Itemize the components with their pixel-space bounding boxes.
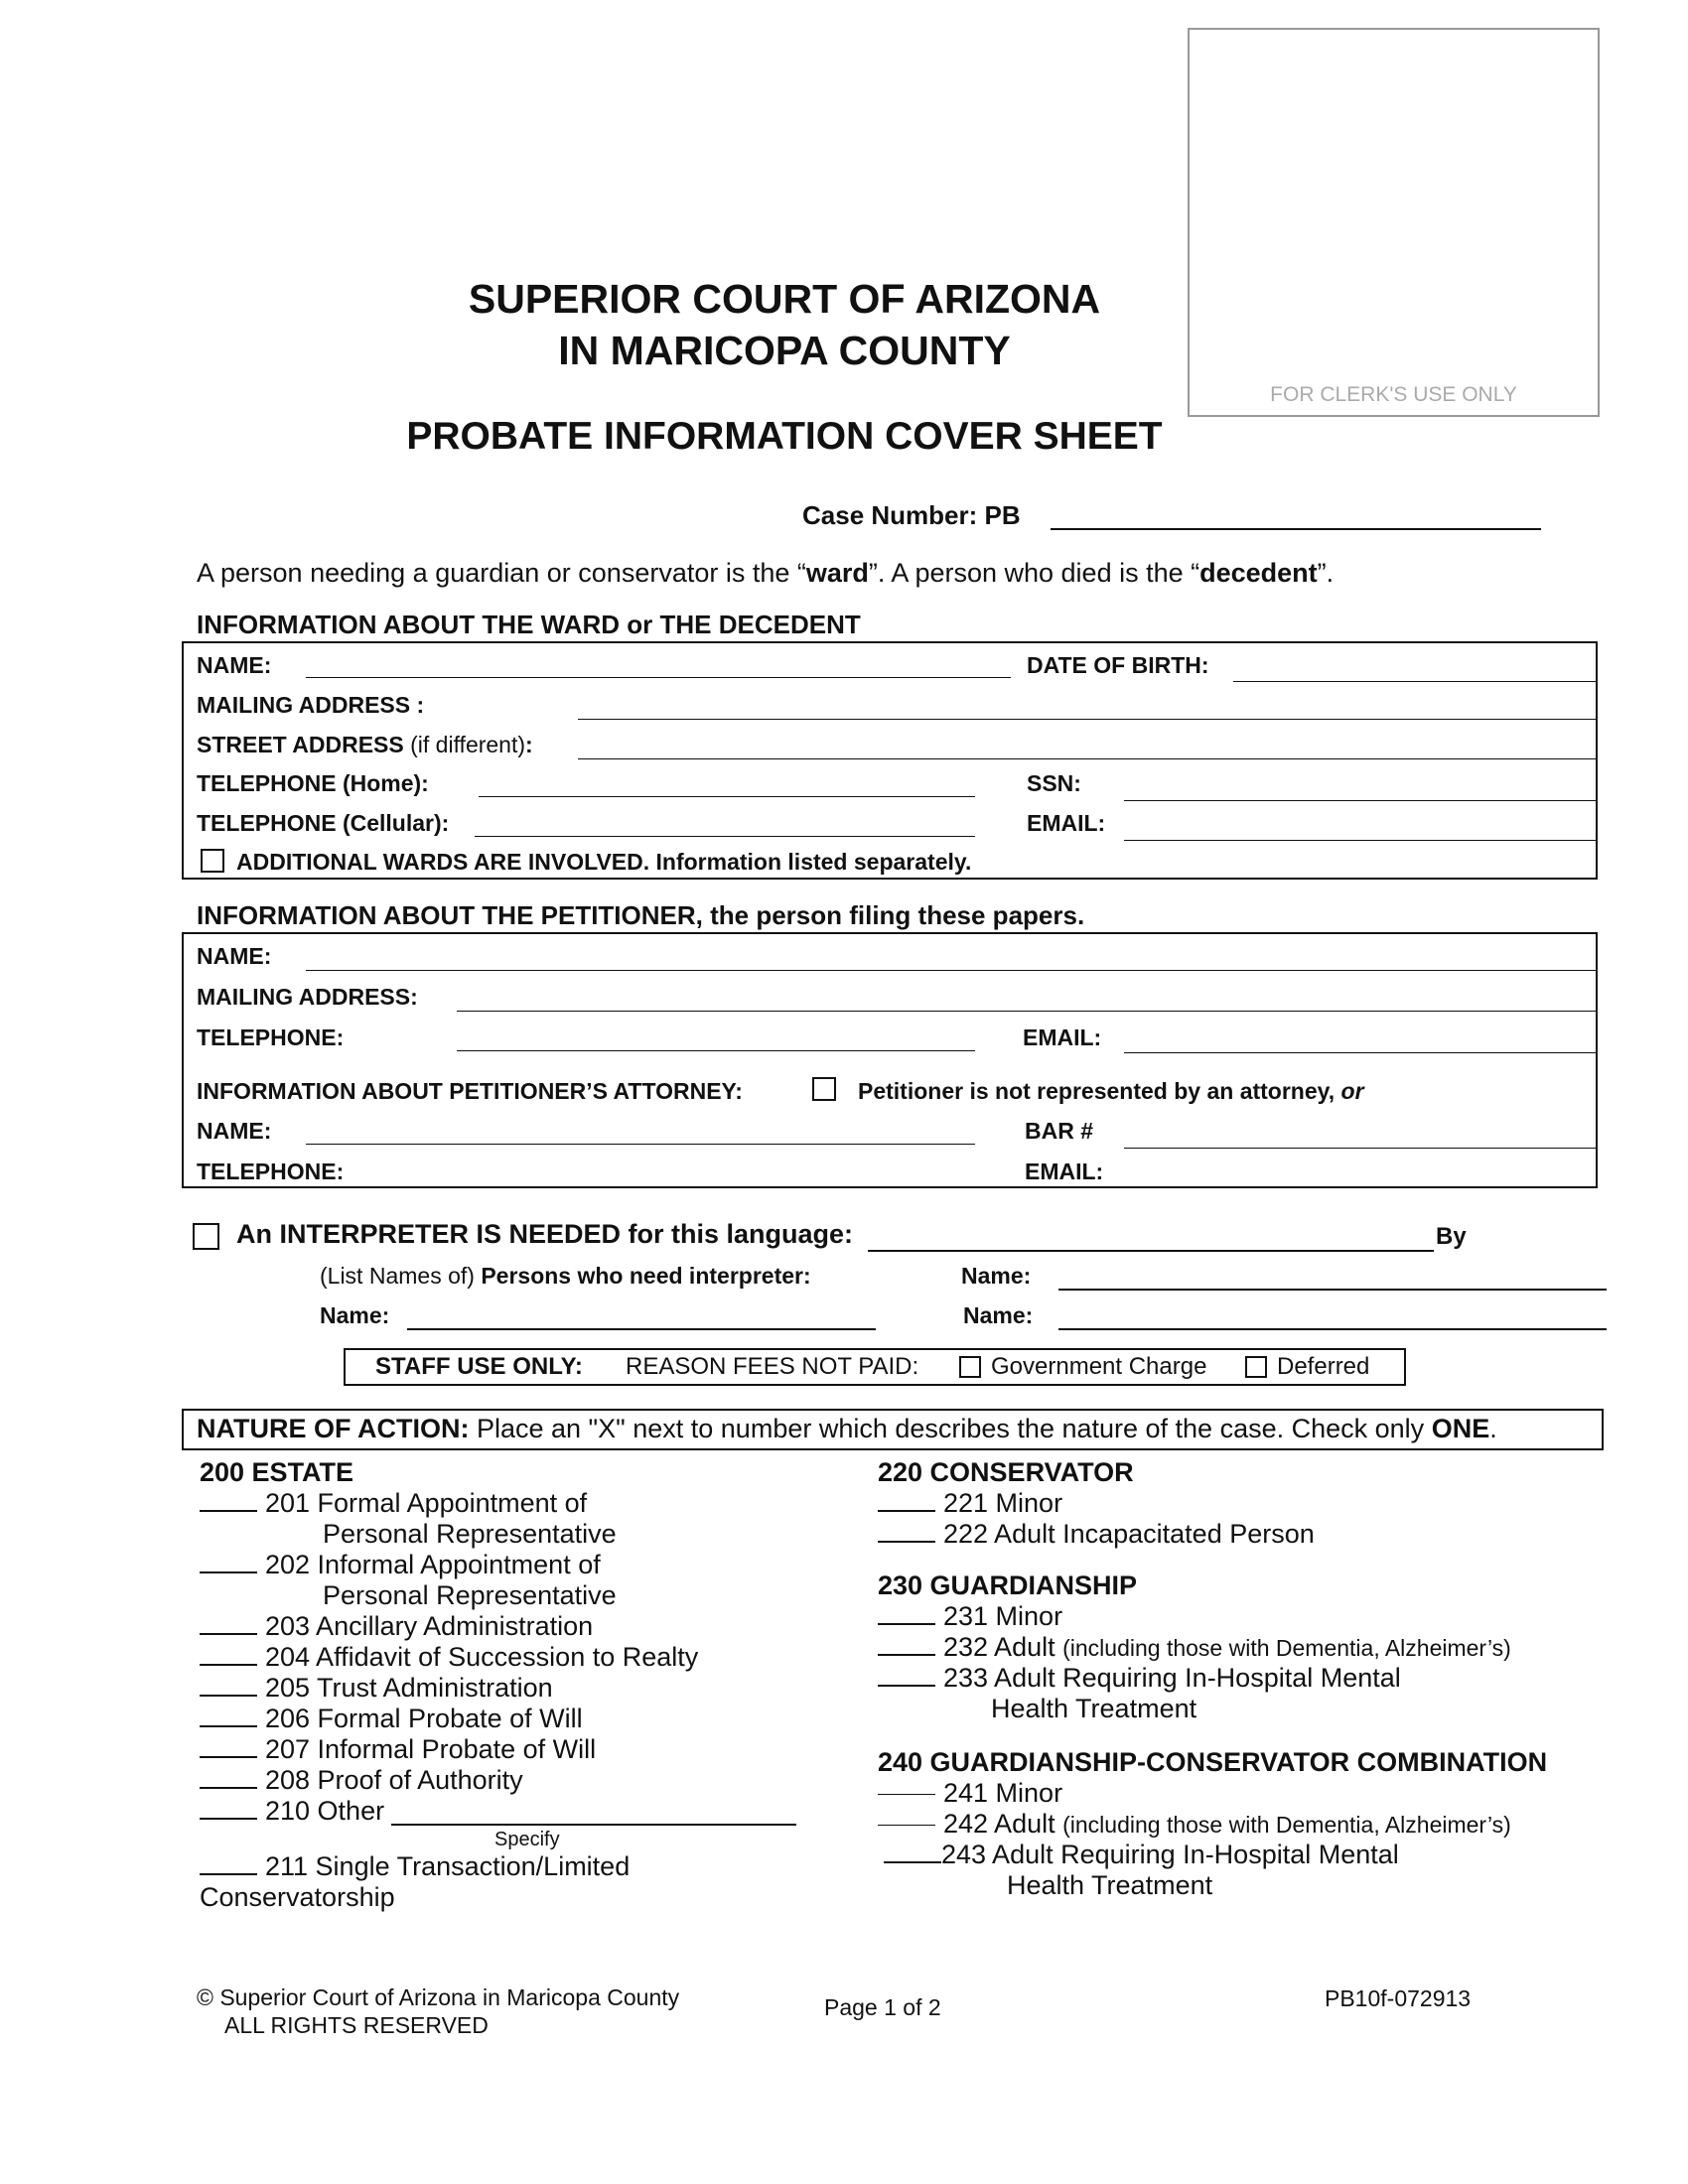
- staff-use-label: STAFF USE ONLY:: [375, 1353, 583, 1380]
- conservator-heading: 220 CONSERVATOR: [878, 1457, 1134, 1487]
- guardianship-heading: 230 GUARDIANSHIP: [878, 1570, 1138, 1600]
- case-number-label: Case Number: PB: [802, 500, 1021, 530]
- option-233[interactable]: 233 Adult Requiring In-Hospital Mental: [878, 1663, 1401, 1694]
- option-211-cont: Conservatorship: [200, 1882, 395, 1912]
- attorney-bar-label: BAR #: [1025, 1118, 1094, 1144]
- ward-street-label: STREET ADDRESS (if different):: [197, 732, 533, 757]
- clerk-use-label: FOR CLERK'S USE ONLY: [1270, 383, 1517, 406]
- interpreter-label: An INTERPRETER IS NEEDED for this language:: [236, 1219, 854, 1249]
- petitioner-mailing-label: MAILING ADDRESS:: [197, 984, 418, 1010]
- option-210[interactable]: 210 Other: [200, 1796, 384, 1827]
- interpreter-person-name-label-1: Name:: [961, 1263, 1032, 1289]
- option-222[interactable]: 222 Adult Incapacitated Person: [878, 1519, 1315, 1550]
- option-208[interactable]: 208 Proof of Authority: [200, 1765, 523, 1796]
- ward-name-label: NAME:: [197, 652, 272, 678]
- option-232[interactable]: 232 Adult (including those with Dementia, Alzheimer’s): [878, 1632, 1511, 1663]
- ward-name-field[interactable]: [306, 677, 1011, 678]
- not-represented-checkbox[interactable]: [812, 1077, 836, 1101]
- attorney-name-field[interactable]: [306, 1144, 975, 1145]
- option-233-cont: Health Treatment: [991, 1694, 1197, 1723]
- ward-tel-home-label: TELEPHONE (Home):: [197, 770, 429, 796]
- additional-wards-checkbox[interactable]: [201, 849, 224, 873]
- interpreter-persons-label: (List Names of) Persons who need interpreter:: [320, 1263, 811, 1289]
- option-211[interactable]: 211 Single Transaction/Limited: [200, 1851, 630, 1882]
- interpreter-person-name-label-2: Name:: [320, 1302, 390, 1328]
- option-242[interactable]: 242 Adult (including those with Dementia, Alzheimer’s): [878, 1809, 1511, 1840]
- ward-tel-cell-label: TELEPHONE (Cellular):: [197, 810, 450, 836]
- intro-text: A person needing a guardian or conservator is the “ward”. A person who died is the “decedent”.: [197, 558, 1335, 588]
- option-243-cont: Health Treatment: [1007, 1870, 1213, 1900]
- interpreter-person-name-field-2[interactable]: [407, 1328, 876, 1330]
- ward-tel-home-field[interactable]: [479, 796, 975, 797]
- estate-heading: 200 ESTATE: [200, 1457, 354, 1487]
- form-title: PROBATE INFORMATION COVER SHEET: [406, 415, 1163, 458]
- petitioner-email-field[interactable]: [1124, 1052, 1598, 1053]
- ward-mailing-label: MAILING ADDRESS :: [197, 692, 425, 718]
- footer-copyright: © Superior Court of Arizona in Maricopa County: [197, 1984, 680, 2010]
- ward-tel-cell-field[interactable]: [475, 836, 975, 837]
- option-202-cont: Personal Representative: [323, 1580, 617, 1610]
- not-represented-label: Petitioner is not represented by an attorney, or: [858, 1078, 1364, 1104]
- court-name-line2: IN MARICOPA COUNTY: [558, 328, 1011, 373]
- ward-street-field[interactable]: [578, 758, 1598, 759]
- footer-rights: ALL RIGHTS RESERVED: [224, 2012, 489, 2038]
- option-241[interactable]: 241 Minor: [878, 1778, 1062, 1809]
- attorney-telephone-label: TELEPHONE:: [197, 1159, 345, 1184]
- fees-reason-label: REASON FEES NOT PAID:: [626, 1353, 919, 1380]
- petitioner-email-label: EMAIL:: [1023, 1024, 1102, 1050]
- ward-ssn-label: SSN:: [1027, 770, 1081, 796]
- option-243[interactable]: 243 Adult Requiring In-Hospital Mental: [884, 1840, 1399, 1870]
- specify-label: Specify: [494, 1829, 560, 1850]
- combination-heading: 240 GUARDIANSHIP-CONSERVATOR COMBINATION: [878, 1747, 1548, 1777]
- interpreter-person-name-field-1[interactable]: [1058, 1289, 1607, 1291]
- footer-page-number: Page 1 of 2: [824, 1994, 941, 2020]
- government-charge-checkbox[interactable]: [959, 1356, 981, 1378]
- interpreter-language-field[interactable]: [868, 1250, 1434, 1252]
- ward-email-field[interactable]: [1124, 840, 1598, 841]
- interpreter-needed-checkbox[interactable]: [193, 1223, 219, 1250]
- interpreter-person-name-label-3: Name:: [963, 1302, 1034, 1328]
- attorney-bar-field[interactable]: [1124, 1148, 1598, 1149]
- option-221[interactable]: 221 Minor: [878, 1488, 1062, 1519]
- option-231[interactable]: 231 Minor: [878, 1601, 1062, 1632]
- petitioner-name-label: NAME:: [197, 943, 272, 969]
- option-205[interactable]: 205 Trust Administration: [200, 1673, 553, 1704]
- option-207[interactable]: 207 Informal Probate of Will: [200, 1734, 596, 1765]
- interpreter-person-name-field-3[interactable]: [1058, 1328, 1607, 1330]
- government-charge-label: Government Charge: [991, 1353, 1207, 1380]
- option-201[interactable]: 201 Formal Appointment of: [200, 1488, 587, 1519]
- petitioner-telephone-label: TELEPHONE:: [197, 1024, 345, 1050]
- petitioner-mailing-field[interactable]: [457, 1011, 1598, 1012]
- additional-wards-label: ADDITIONAL WARDS ARE INVOLVED. Information listed separately.: [236, 849, 972, 875]
- option-204[interactable]: 204 Affidavit of Succession to Realty: [200, 1642, 698, 1673]
- ward-dob-field[interactable]: [1233, 681, 1598, 682]
- nature-of-action-instruction: NATURE OF ACTION: Place an "X" next to number which describes the nature of the case. Check only ONE.: [197, 1414, 1497, 1443]
- case-number-field[interactable]: [1051, 528, 1541, 530]
- petitioner-name-field[interactable]: [306, 970, 1598, 971]
- option-203[interactable]: 203 Ancillary Administration: [200, 1611, 593, 1642]
- petitioner-telephone-field[interactable]: [457, 1050, 975, 1051]
- ward-dob-label: DATE OF BIRTH:: [1027, 652, 1209, 678]
- option-202[interactable]: 202 Informal Appointment of: [200, 1550, 601, 1580]
- attorney-name-label: NAME:: [197, 1118, 272, 1144]
- ward-section-heading: INFORMATION ABOUT THE WARD or THE DECEDENT: [197, 610, 861, 639]
- attorney-email-label: EMAIL:: [1025, 1159, 1104, 1184]
- ward-mailing-field[interactable]: [578, 719, 1598, 720]
- ward-ssn-field[interactable]: [1124, 800, 1598, 801]
- option-210-specify-field[interactable]: [391, 1824, 796, 1826]
- deferred-checkbox[interactable]: [1245, 1356, 1267, 1378]
- footer-form-id: PB10f-072913: [1325, 1985, 1472, 2011]
- option-201-cont: Personal Representative: [323, 1519, 617, 1549]
- deferred-label: Deferred: [1277, 1353, 1370, 1380]
- petitioner-section-heading: INFORMATION ABOUT THE PETITIONER, the person filing these papers.: [197, 900, 1085, 930]
- ward-email-label: EMAIL:: [1027, 810, 1106, 836]
- interpreter-by-label: By: [1436, 1223, 1467, 1250]
- option-206[interactable]: 206 Formal Probate of Will: [200, 1704, 583, 1734]
- attorney-heading: INFORMATION ABOUT PETITIONER’S ATTORNEY:: [197, 1078, 743, 1104]
- court-name-line1: SUPERIOR COURT OF ARIZONA: [468, 276, 1101, 322]
